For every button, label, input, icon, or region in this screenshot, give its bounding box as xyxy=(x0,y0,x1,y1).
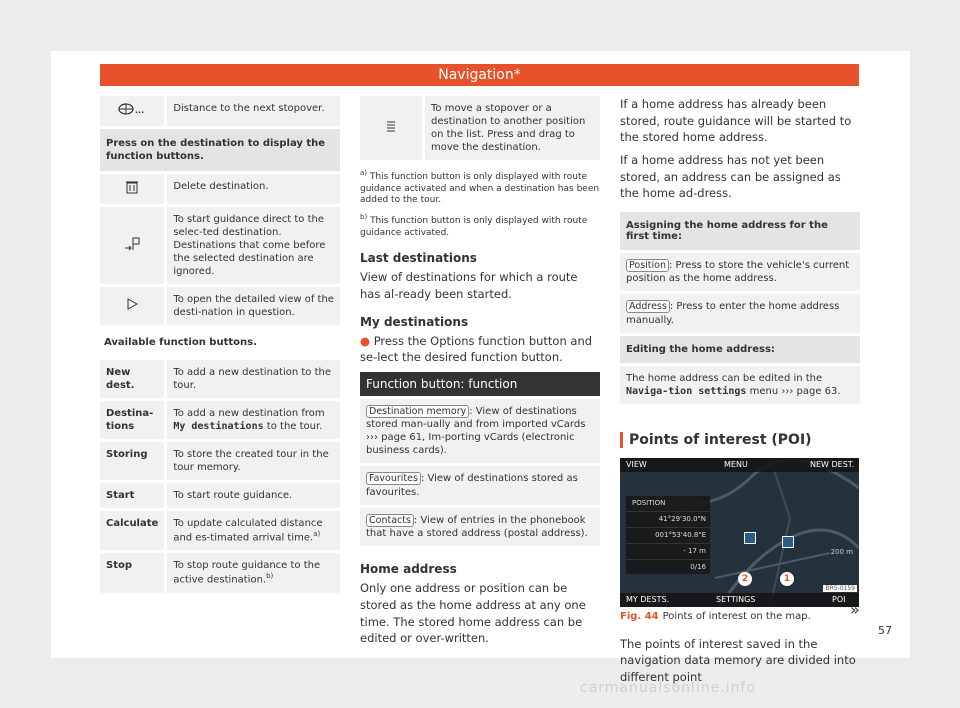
edit-row: The home address can be edited in the Naviga-tion settings menu ››› page 63. xyxy=(620,366,860,404)
destination-memory-button[interactable]: Destination memory xyxy=(366,405,469,418)
function-row: Favourites : View of destinations stored as favourites. xyxy=(360,466,600,504)
delete-text: Delete destination. xyxy=(167,174,340,207)
table-row xyxy=(100,401,340,442)
continue-chevron: » xyxy=(850,600,860,619)
edit-heading: Editing the home address: xyxy=(620,336,860,363)
flag-icon xyxy=(100,207,167,287)
function-key: Stop xyxy=(100,553,167,595)
assign-row: Address : Press to enter the home address manually. xyxy=(620,294,860,332)
distance-text: Distance to the next stopover. xyxy=(167,96,340,129)
position-panel xyxy=(626,496,710,574)
menu-button[interactable]: MENU xyxy=(724,459,748,469)
favourites-button[interactable]: Favourites xyxy=(366,472,421,485)
map-bottom-bar xyxy=(620,593,859,607)
function-key: New dest. xyxy=(100,360,167,401)
table-row xyxy=(100,328,340,360)
poi-title: Points of interest (POI) xyxy=(620,432,860,448)
my-destinations-title: My destinations xyxy=(360,314,469,329)
map-figure xyxy=(620,458,859,607)
function-key: Calculate xyxy=(100,511,167,553)
poi-button[interactable]: POI xyxy=(832,594,846,604)
position-button[interactable]: Position xyxy=(626,259,669,272)
gps-count: 0/16 xyxy=(690,562,706,571)
table-row xyxy=(100,207,340,287)
available-heading: Available function buttons. xyxy=(100,328,340,360)
right-column xyxy=(620,96,860,692)
function-bar: Function button: function xyxy=(360,372,600,396)
press-heading: Press on the destination to display the function buttons. xyxy=(100,129,340,174)
contacts-button[interactable]: Contacts xyxy=(366,514,414,527)
function-key: Destina-tions xyxy=(100,401,167,442)
function-row: Destination memory : View of destinations stored man-ually and from imported vCards ››› page 61, Im-porting vCards (electronic business cards). xyxy=(360,399,600,463)
svg-text:...: ... xyxy=(135,106,145,115)
detail-text: To open the detailed view of the desti-nation in question. xyxy=(167,287,340,328)
position-label: POSITION xyxy=(626,496,710,512)
table-row xyxy=(100,174,340,207)
callout-2: 2 xyxy=(738,572,752,586)
start-guidance-text: To start guidance direct to the selec-ted destination. Destinations that come before the selected destination are ignored. xyxy=(167,207,340,287)
move-table xyxy=(360,96,600,163)
left-column xyxy=(100,96,340,596)
function-desc: To store the created tour in the tour memory. xyxy=(167,442,340,483)
longitude: 001°53'40.8"E xyxy=(626,528,710,544)
footnote-b: $^{b)}$ This function button is only displayed with route guidance activated. xyxy=(360,213,588,238)
function-desc: To start route guidance. xyxy=(167,483,340,511)
home-address-title: Home address xyxy=(360,562,457,577)
table-row xyxy=(100,287,340,328)
table-row xyxy=(100,511,340,553)
address-button[interactable]: Address xyxy=(626,300,670,313)
drag-handle-icon xyxy=(360,96,425,163)
table-row xyxy=(100,360,340,401)
scale-label: 200 m xyxy=(830,547,853,556)
table-row xyxy=(100,483,340,511)
altitude: - 17 m xyxy=(626,544,710,560)
function-desc: To add a new destination from My destinations to the tour. xyxy=(167,401,340,442)
function-key: Storing xyxy=(100,442,167,483)
function-key: Start xyxy=(100,483,167,511)
last-destinations-title: Last destinations xyxy=(360,251,477,266)
last-destinations-text: View of destinations for which a route has al-ready been started. xyxy=(360,270,578,302)
assign-heading: Assigning the home address for the first time: xyxy=(620,212,860,250)
map-top-bar xyxy=(620,458,859,472)
function-row: Contacts : View of entries in the phonebook that have a stored address (postal address). xyxy=(360,508,600,546)
callout-1: 1 xyxy=(780,572,794,586)
home-address-text: Only one address or position can be stored as the home address at any one time. The stored home address can be edited or over-written. xyxy=(360,581,586,646)
move-text: To move a stopover or a destination to another position on the list. Press and drag to move the destination. xyxy=(425,96,600,163)
table-row xyxy=(100,96,340,129)
footnote-a: $^{a)}$ This function button is only displayed with route guidance activated and when a destination has been added to the tour. xyxy=(360,169,600,206)
distance-icon xyxy=(100,96,167,129)
table-row xyxy=(100,553,340,595)
table-row xyxy=(100,442,340,483)
settings-button[interactable]: SETTINGS xyxy=(716,594,756,604)
trash-icon xyxy=(100,174,167,207)
my-destinations-bullet: ● Press the Options function button and se-lect the desired function button. xyxy=(360,333,593,365)
home-para-2: If a home address has not yet been stored, an address can be assigned as the home ad-dress. xyxy=(620,153,841,201)
my-dests-button[interactable]: MY DESTS. xyxy=(626,594,670,604)
figure-ref: BRS-0159 xyxy=(825,584,855,592)
function-table xyxy=(100,96,340,596)
watermark: carmanualsonline.info xyxy=(580,680,756,696)
table-row xyxy=(100,129,340,174)
bullet-icon: ● xyxy=(360,333,371,348)
figure-caption: Fig. 44 Points of interest on the map. xyxy=(620,610,811,622)
function-desc: To update calculated distance and es-timated arrival time.$^{a)}$ xyxy=(167,511,340,553)
page-number: 57 xyxy=(878,624,892,637)
new-dest-button[interactable]: NEW DEST. xyxy=(810,459,855,469)
section-header: Navigation* xyxy=(100,64,859,86)
play-icon xyxy=(100,287,167,328)
assign-row: Position : Press to store the vehicle's current position as the home address. xyxy=(620,253,860,291)
view-button[interactable]: VIEW xyxy=(626,459,647,469)
middle-column xyxy=(360,96,600,653)
function-desc: To add a new destination to the tour. xyxy=(167,360,340,401)
function-desc: To stop route guidance to the active destination.$^{b)}$ xyxy=(167,553,340,595)
home-para-1: If a home address has already been stored, route guidance will be started to the stored home address. xyxy=(620,97,852,145)
table-row xyxy=(360,96,600,163)
poi-text: The points of interest saved in the navigation data memory are divided into different point xyxy=(620,636,856,685)
poi-marker-parking[interactable] xyxy=(744,532,756,544)
poi-marker-list[interactable] xyxy=(782,536,794,548)
latitude: 41°29'30.0"N xyxy=(626,512,710,528)
